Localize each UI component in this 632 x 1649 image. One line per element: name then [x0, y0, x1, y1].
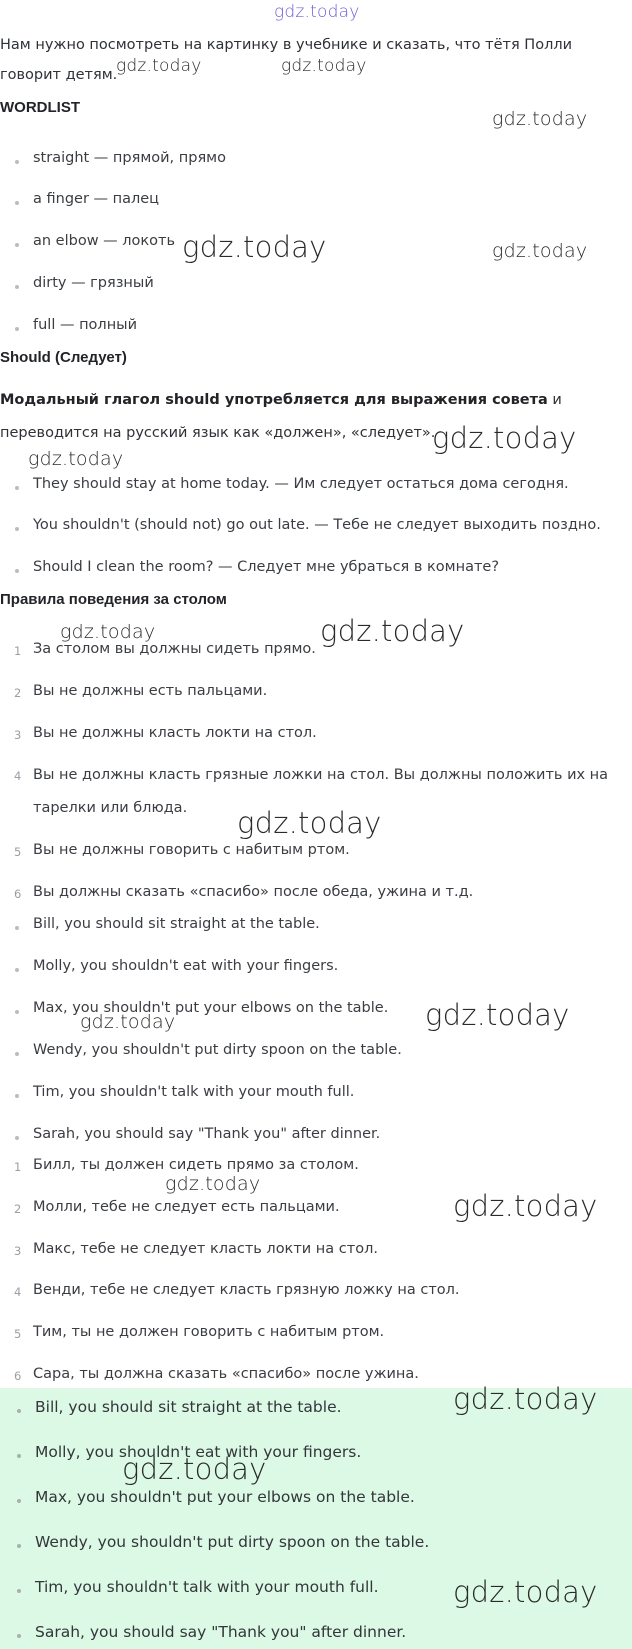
- watermark: gdz.today: [425, 998, 570, 1032]
- watermark: gdz.today: [453, 1575, 598, 1609]
- bullet-icon: [15, 327, 19, 331]
- watermark: gdz.today: [60, 621, 156, 643]
- should-heading: Should (Следует): [0, 349, 127, 366]
- rules-heading: Правила поведения за столом: [0, 591, 227, 608]
- bullet-icon: [15, 285, 19, 289]
- watermark: gdz.today: [492, 108, 588, 130]
- bullet-icon: [17, 1634, 21, 1638]
- bullet-icon: [15, 527, 19, 531]
- bullet-icon: [17, 1544, 21, 1548]
- watermark: gdz.today: [182, 230, 327, 264]
- bullet-icon: [15, 926, 19, 930]
- bullet-icon: [15, 486, 19, 490]
- bullet-icon: [15, 201, 19, 205]
- bullet-icon: [15, 1094, 19, 1098]
- watermark: gdz.today: [116, 56, 202, 76]
- watermark: gdz.today: [281, 56, 367, 76]
- bullet-icon: [15, 968, 19, 972]
- watermark: gdz.today: [453, 1382, 598, 1416]
- wordlist-heading: WORDLIST: [0, 99, 80, 116]
- bullet-icon: [15, 569, 19, 573]
- watermark-top: gdz.today: [274, 2, 360, 22]
- bullet-icon: [15, 1010, 19, 1014]
- answer-box: [0, 1388, 632, 1649]
- watermark: gdz.today: [122, 1452, 267, 1486]
- bullet-icon: [17, 1454, 21, 1458]
- bullet-icon: [15, 160, 19, 164]
- watermark: gdz.today: [432, 421, 577, 455]
- bullet-icon: [17, 1409, 21, 1413]
- watermark: gdz.today: [165, 1173, 261, 1195]
- should-bold-text: Модальный глагол should употребляется для выражения совета: [0, 392, 548, 408]
- watermark: gdz.today: [28, 448, 124, 470]
- bullet-icon: [15, 243, 19, 247]
- should-explanation: [0, 384, 620, 450]
- intro-text: Нам нужно посмотреть на картинку в учебнике и сказать, что тётя Полли говорит детям.: [0, 37, 573, 83]
- bullet-icon: [15, 1136, 19, 1140]
- watermark: gdz.today: [237, 806, 382, 840]
- should-rest-text: и переводится на русский язык как «должен», «следует».: [0, 392, 562, 441]
- watermark: gdz.today: [320, 614, 465, 648]
- bullet-icon: [15, 1052, 19, 1056]
- bullet-icon: [17, 1589, 21, 1593]
- page: gdz.today gdz.today gdz.today gdz.today gdz.today gdz.today gdz.today gdz.today gdz.today gdz.today gdz.today gdz.today gdz.today gdz.today gdz.today Нам нужно посмотреть на картинку в учебнике и сказать, что тётя Полли говорит детям. WORDLIST straight — прямой, прямо a finger — палец an elbow — локоть dirty — грязный full — полный Should (Следует) Модальный глагол should употребляется для выражения совета и переводится на русский язык как «должен», «следует». They should stay at home today. — Им следует остаться дома сегодня. You shouldn't (should not) go out late. — Тебе не следует выходить поздно. Should I clean the room? — Следует мне убраться в комнате? Правила поведения за столом 1 За столом вы должны сидеть прямо. 2 Вы не должны есть пальцами. 3 Вы не должны класть локти на стол. 4 Вы не должны класть грязные ложки на стол. Вы должны положить их на тарелки или блюда. 5 Вы не должны говорить с набитым ртом. 6 Вы должны сказать «спасибо» после обеда, ужина и т.д. Bill, you should sit straight at the table. Molly, you shouldn't eat with your fingers. Max, you shouldn't put your elbows on the table. Wendy, you shouldn't put dirty spoon on the table. Tim, you shouldn't talk with your mouth full. Sarah, you should say "Thank you" after dinner. 1 Билл, ты должен сидеть прямо за столом. 2 Молли, тебе не следует есть пальцами. 3 Макс, тебе не следует класть локти на стол. 4 Венди, тебе не следует класть грязную ложку на стол. 5 Тим, ты не должен говорить с набитым ртом. 6 Сара, ты должна сказать «спасибо» после ужина. Bill, you should sit straight at the table. Molly, you shouldn't eat with your fingers. Max, you shouldn't put your elbows on the table. Wendy, you shouldn't put dirty spoon on the table. Tim, you shouldn't talk with your mouth full. Sarah, you should say "Thank you" after dinner. gdz.today gdz.today gdz.today: [0, 0, 632, 1649]
- watermark: gdz.today: [453, 1189, 598, 1223]
- watermark: gdz.today: [80, 1011, 176, 1033]
- watermark: gdz.today: [492, 240, 588, 262]
- bullet-icon: [17, 1499, 21, 1503]
